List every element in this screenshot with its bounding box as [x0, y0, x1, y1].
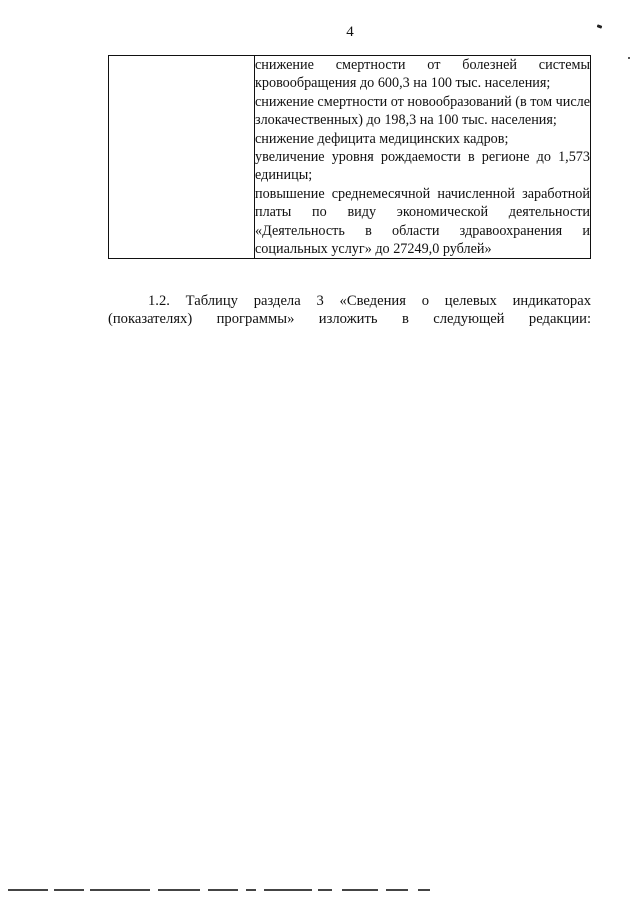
amendment-paragraph: 1.2. Таблицу раздела 3 «Сведения о целевых индикаторах (показателях) программы» изложить в следующей редакции:: [108, 293, 591, 327]
scan-artifact: [628, 57, 630, 59]
result-item-birth-rate: увеличение уровня рождаемости в регионе до 1,573 единицы;: [255, 149, 590, 184]
result-item-neoplasm-mortality: снижение смертности от новообразований (в том числе злокачественных) до 198,3 на 100 тыс. населения;: [255, 93, 590, 129]
expected-results-table: [108, 55, 591, 259]
scan-footer-noise: [8, 889, 628, 895]
result-item-staff-deficit: снижение дефицита медицинских кадров;: [255, 130, 509, 147]
result-item-average-salary: повышение среднемесячной начисленной заработной платы по виду экономической деятельности «Деятельность в области здравоохранения и социальных услуг» до 27249,0 рублей»: [255, 185, 590, 258]
page-number: 4: [346, 24, 354, 40]
table-row: [109, 56, 591, 259]
table-cell-empty: [109, 56, 255, 259]
result-item-cardiovascular-mortality: снижение смертности от болезней системы кровообращения до 600,3 на 100 тыс. населения;: [255, 57, 590, 92]
expected-results-cell: [255, 56, 591, 259]
